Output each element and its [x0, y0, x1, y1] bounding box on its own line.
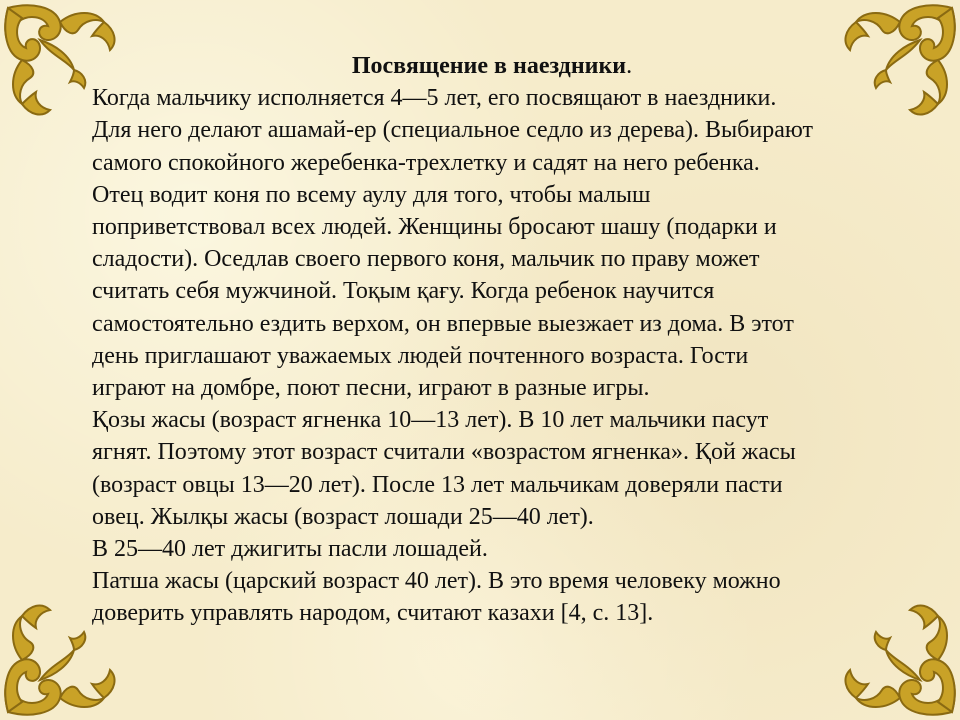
text-line: Отец водит коня по всему аулу для того, чтобы малыш	[92, 181, 651, 208]
text-line: Қозы жасы (возраст ягненка 10—13 лет). В 10 лет мальчики пасут	[92, 407, 769, 434]
text-line: В 25—40 лет джигиты пасли лошадей.	[92, 536, 488, 563]
text-line: день приглашают уважаемых людей почтенного возраста. Гости	[92, 342, 749, 369]
text-line: сладости). Оседлав своего первого коня, мальчик по праву может	[92, 246, 760, 273]
text-line: самостоятельно ездить верхом, он впервые выезжает из дома. В этот	[92, 310, 794, 337]
text-line: Патша жасы (царский возраст 40 лет). В это время человеку можно	[92, 568, 781, 595]
text-line: поприветствовал всех людей. Женщины бросают шашу (подарки и	[92, 214, 777, 241]
text-line: считать себя мужчиной. Тоқым қағу. Когда ребенок научится	[92, 278, 715, 305]
text-line: Для него делают ашамай-ер (специальное седло из дерева). Выбирают	[92, 117, 813, 144]
document-title-suffix: .	[626, 53, 633, 79]
text-line: (возраст овцы 13—20 лет). После 13 лет мальчикам доверяли пасти	[92, 471, 783, 498]
text-line: овец. Жылқы жасы (возраст лошади 25—40 лет).	[92, 503, 594, 530]
paragraph-lines	[92, 82, 892, 629]
document-body	[92, 50, 892, 630]
document-title: Посвящение в наездники	[351, 53, 627, 79]
text-line: Когда мальчику исполняется 4—5 лет, его посвящают в наездники.	[92, 85, 777, 112]
text-line: ягнят. Поэтому этот возраст считали «возрастом ягненка». Қой жасы	[92, 439, 796, 466]
text-line: доверить управлять народом, считают казахи [4, с. 13].	[92, 600, 654, 627]
text-line: играют на домбре, поют песни, играют в разные игры.	[92, 375, 650, 402]
document-title-line	[92, 50, 892, 82]
text-line: самого спокойного жеребенка-трехлетку и садят на него ребенка.	[92, 149, 760, 176]
